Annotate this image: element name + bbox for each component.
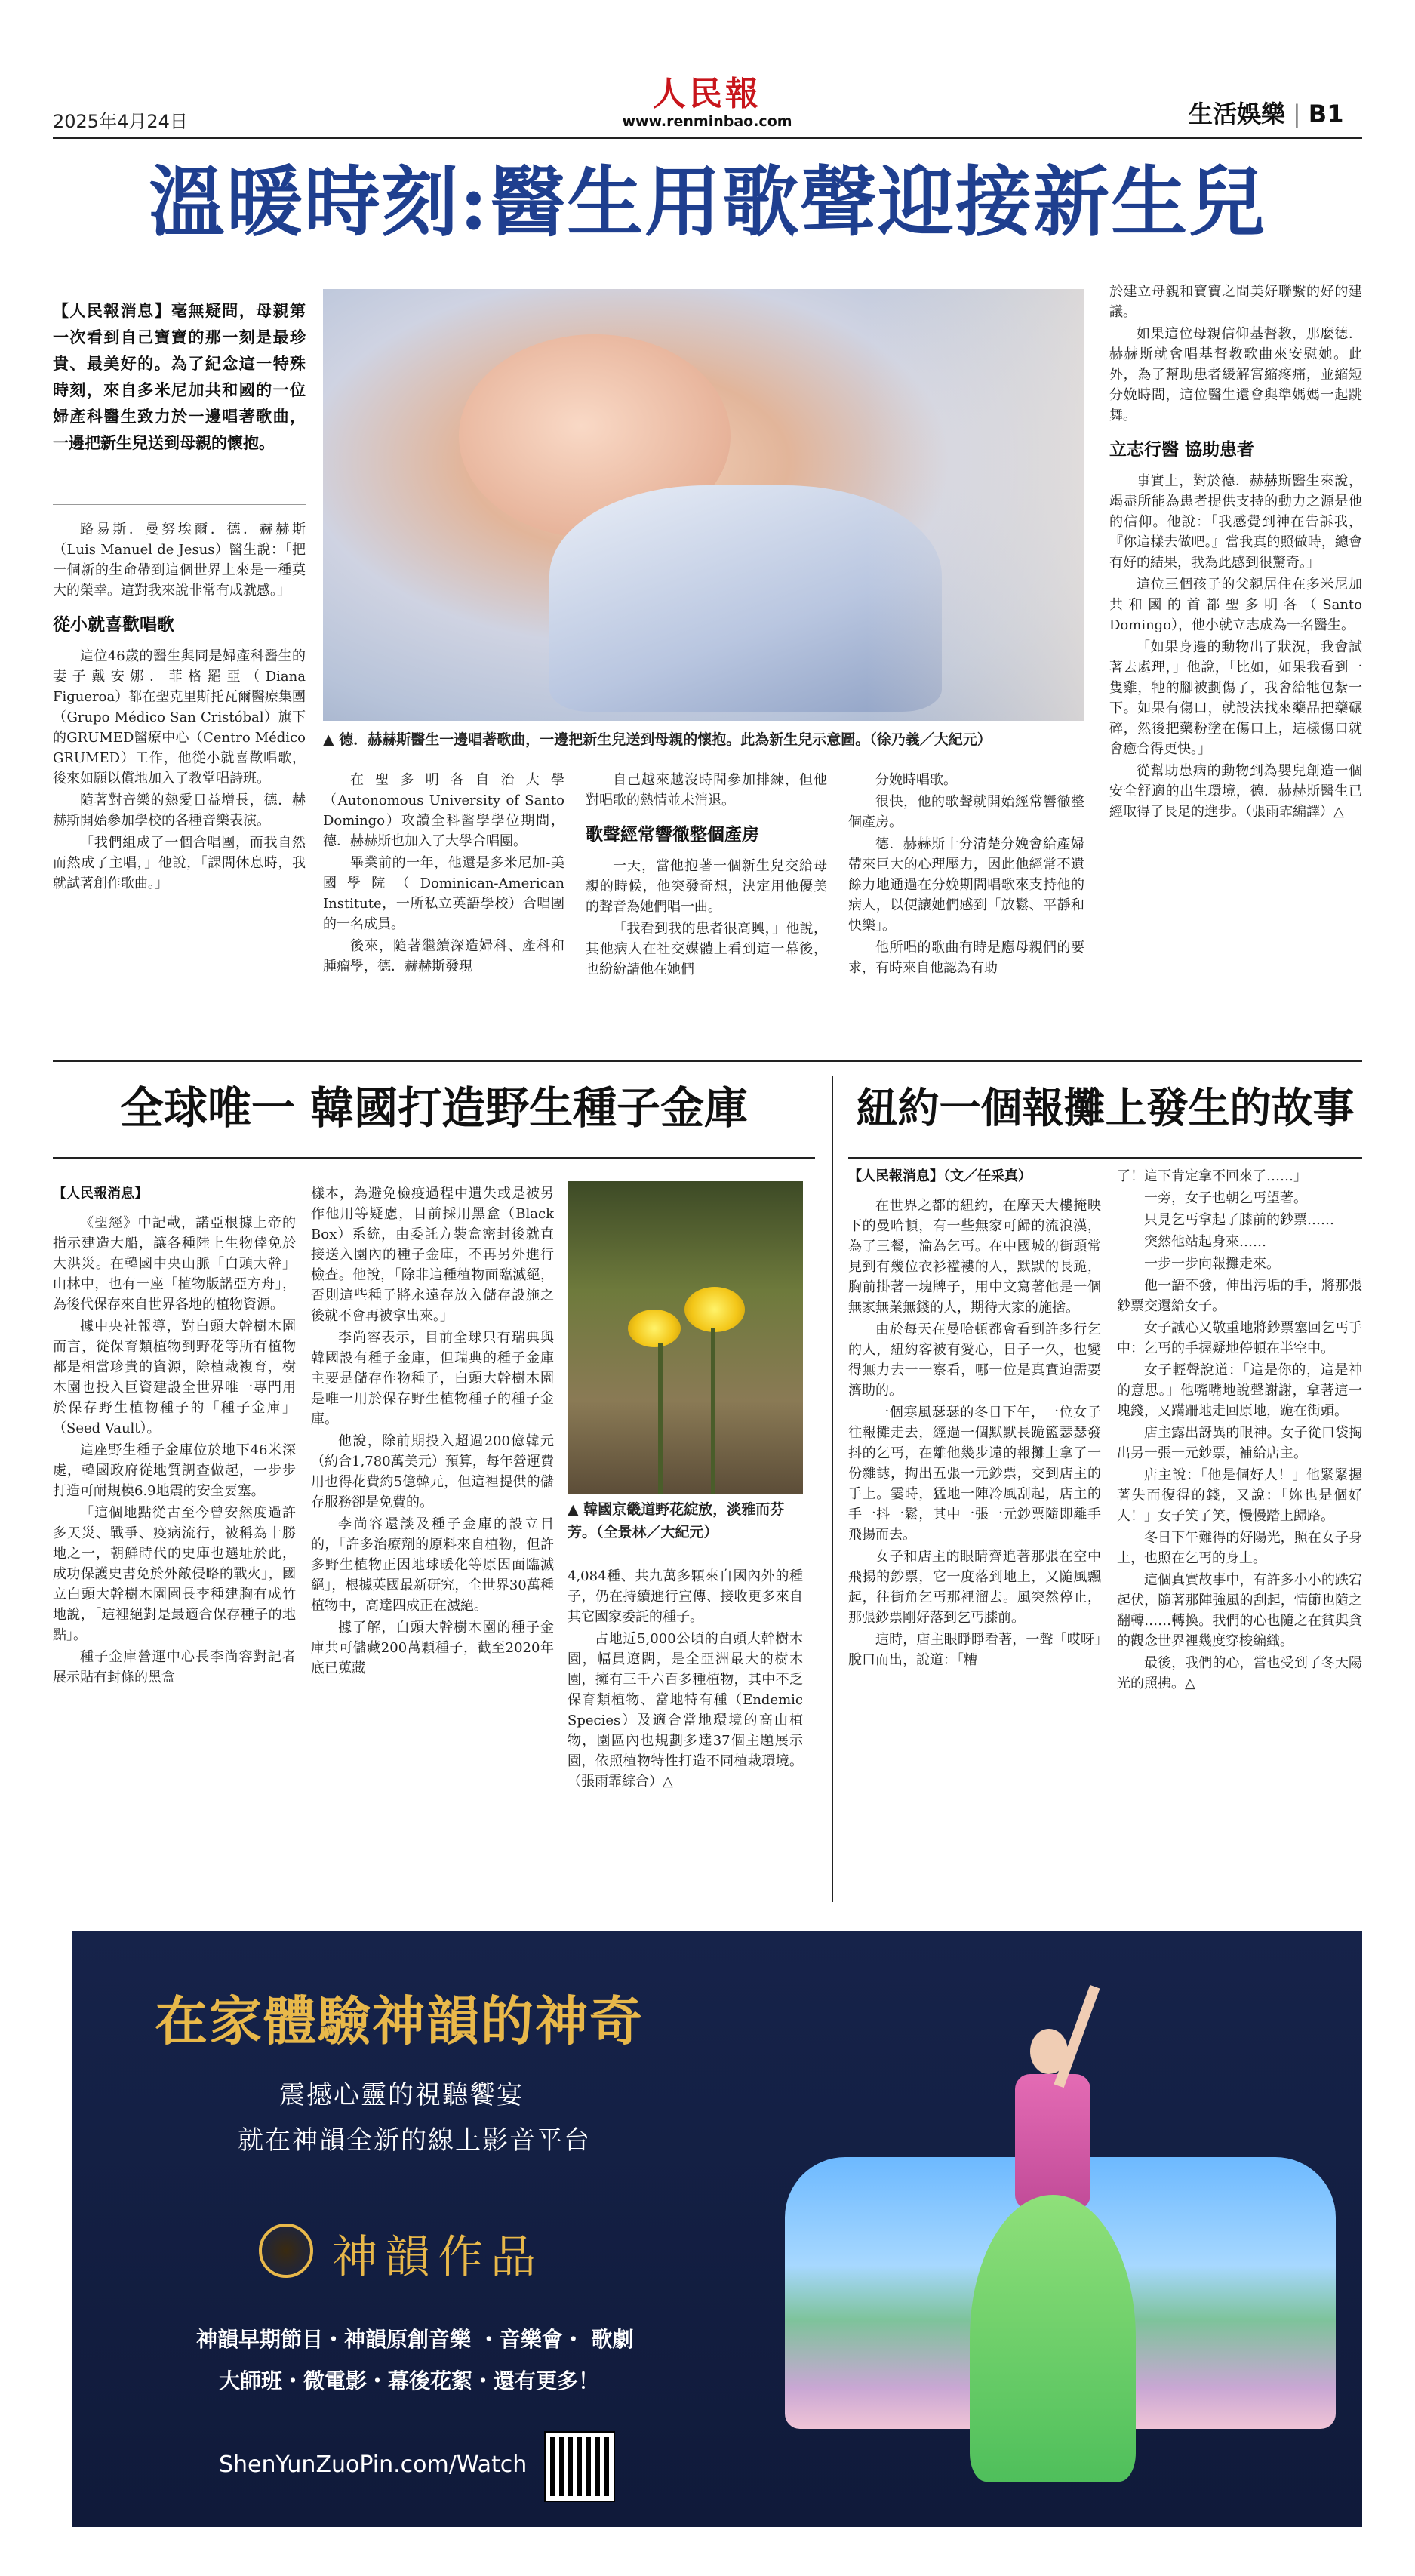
dancer-figure <box>1000 1984 1106 2497</box>
article2-column1 <box>53 1183 296 1893</box>
paragraph: 了！這下肯定拿不回來了……」 <box>1117 1168 1307 1184</box>
logo-url[interactable]: www.renminbao.com <box>622 113 792 130</box>
ad-brand: 神韻作品 <box>332 2231 543 2284</box>
issue-date: 2025年4月24日 <box>53 111 188 132</box>
paragraph: 於建立母親和寶寶之間美好聯繫的好的建議。 <box>1109 284 1362 320</box>
paragraph: 店主露出訝異的眼神。女子從口袋掏出另一張一元鈔票，補給店主。 <box>1117 1425 1362 1461</box>
paragraph: 一個寒風瑟瑟的冬日下午，一位女子往報攤走去，經過一個默默長跪籃瑟瑟發抖的乞丐，在離他幾步遠的報攤上拿了一份雜誌，掏出五張一元鈔票，交到店主的手上。霎時，猛地一陣冷風刮起，店主的手一抖一鬆，其中一張一元鈔票隨即離手飛揚而去。 <box>848 1405 1101 1543</box>
article3-column1 <box>848 1166 1101 1894</box>
paragraph: 事實上，對於德．赫赫斯醫生來說，竭盡所能為患者提供支持的動力之源是他的信仰。他說：「我感覺到神在告訴我，『你這樣去做吧。』當我真的照做時，總會有好的結果，我為此感到很驚奇。」 <box>1109 473 1362 571</box>
ad-url[interactable]: ShenYunZuoPin.com/Watch <box>219 2451 528 2478</box>
paragraph: 畢業前的一年，他還是多米尼加-美國學院（Dominican-American Institute，一所私立英語學校）合唱團的一名成員。 <box>323 855 564 932</box>
paragraph: 女子和店主的眼睛齊追著那張在空中飛揚的鈔票，它一度落到地上，又隨風飄起，往街角乞丐那裡溜去。風突然停止，那張鈔票剛好落到乞丐膝前。 <box>848 1549 1101 1626</box>
section-name: 生活娛樂 <box>1189 100 1286 128</box>
logo <box>613 75 801 130</box>
paragraph: 《聖經》中記載，諾亞根據上帝的指示建造大船，讓各種陸上生物倖免於大洪災。在韓國中央山脈「白頭大幹」山林中，也有一座「植物版諾亞方舟」，為後代保存來自世界各地的植物資源。 <box>53 1215 296 1313</box>
article1-column2 <box>323 770 564 1053</box>
article1-column5 <box>1109 282 1362 1051</box>
column-divider <box>832 1076 833 1902</box>
subheading: 歌聲經常響徹整個產房 <box>586 825 759 845</box>
paragraph: 突然他站起身來…… <box>1144 1234 1266 1250</box>
paragraph: 女子誠心又敬重地將鈔票塞回乞丐手中：乞丐的手握疑地停頓在半空中。 <box>1117 1320 1362 1356</box>
lead-divider <box>53 504 306 505</box>
article1-column1 <box>53 519 306 1051</box>
ad-list1: 神韻早期節目・神韻原創音樂 ・音樂會・ 歌劇 <box>196 2327 634 2352</box>
headline-main: 溫暖時刻:醫生用歌聲迎接新生兒 <box>148 157 1267 247</box>
paragraph: 隨著對音樂的熱愛日益增長，德．赫赫斯開始參加學校的各種音樂表演。 <box>53 792 306 829</box>
masthead-rule <box>53 137 1362 139</box>
paragraph: 「我看到我的患者很高興，」他說，其他病人在社交媒體上看到這一幕後，也紛紛請他在她們 <box>586 921 827 977</box>
section-divider: | <box>1293 100 1301 128</box>
paragraph: 這個真實故事中，有許多小小的跌宕起伏，隨著那陣強風的刮起，情節也隨之翻轉……轉換。我們的心也隨之在貧與貪的觀念世界裡幾度穿梭編織。 <box>1117 1572 1362 1649</box>
paragraph: 他說，除前期投入超過200億韓元（約合1,780萬美元）預算，每年營運費用也得花費約5億韓元，但這裡提供的儲存服務卻是免費的。 <box>311 1433 554 1510</box>
article3-tag: 【人民報消息】（文／任采真） <box>848 1168 1032 1184</box>
paragraph: 這時，店主眼睜睜看著，一聲「哎呀」脫口而出，說道：「糟 <box>848 1632 1101 1668</box>
paragraph: 德．赫赫斯十分清楚分娩會給產婦帶來巨大的心理壓力，因此他經常不遺餘力地通過在分娩期間唱歌來支持他的病人，以便讓她們感到「放鬆、平靜和快樂」。 <box>848 836 1084 934</box>
paragraph: 女子輕聲說道：「這是你的，這是神的意思。」他嘴嘴地說聲謝謝，拿著這一塊錢，又蹣跚地走回原地，跪在街頭。 <box>1117 1362 1362 1419</box>
paragraph: 這位46歲的醫生與同是婦產科醫生的妻子戴安娜．菲格羅亞（Diana Figueroa）都在聖克里斯托瓦爾醫療集團（Grupo Médico San Cristóbal）旗下的GRUMED醫療中心（Centro Médico GRUMED）工作，他從小就喜歡唱歌，後來如願以償地加入了教堂唱詩班。 <box>53 648 306 786</box>
paragraph: 占地近5,000公頃的白頭大幹樹木園，幅員遼闊，是全亞洲最大的樹木園，擁有三千六百多種植物，其中不乏保育類植物、當地特有種（Endemic Species）及適合當地環境的高山植物，園區內也規劃多達37個主題展示園，依照植物特性打造不同植栽環境。（張雨霏綜合）△ <box>568 1631 803 1790</box>
paragraph: 一步一步向報攤走來。 <box>1144 1256 1280 1272</box>
article1-column3 <box>586 770 827 1053</box>
paragraph: 種子金庫營運中心長李尚容對記者展示貼有封條的黑盒 <box>53 1649 296 1685</box>
paragraph: 店主說：「他是個好人！」他緊緊握著失而復得的錢，又說：「妳也是個好人！」女子笑了笑，慢慢踏上歸路。 <box>1117 1467 1362 1524</box>
section-label <box>1189 95 1343 130</box>
article2-column2 <box>311 1183 554 1893</box>
flower-shape <box>628 1310 681 1347</box>
photo-caption-newborn: ▲ 德．赫赫斯醫生一邊唱著歌曲，一邊把新生兒送到母親的懷抱。此為新生兒示意圖。（徐乃義／大紀元） <box>323 731 992 748</box>
photo-caption-wildflower: ▲ 韓國京畿道野花綻放，淡雅而芬芳。（全景林／大紀元） <box>568 1501 785 1540</box>
paragraph: 如果這位母親信仰基督教，那麼德．赫赫斯就會唱基督教歌曲來安慰她。此外，為了幫助患者緩解宮縮疼痛，並縮短分娩時間，這位醫生還會與準媽媽一起跳舞。 <box>1109 326 1362 423</box>
paragraph: 後來，隨著繼續深造婦科、產科和腫瘤學，德．赫赫斯發現 <box>323 938 564 974</box>
paragraph: 據了解，白頭大幹樹木園的種子金庫共可儲藏200萬顆種子，截至2020年底已蒐藏 <box>311 1620 554 1676</box>
article2-rule <box>53 1157 815 1159</box>
paragraph: 「如果身邊的動物出了狀況，我會試著去處理，」他說，「比如，如果我看到一隻雞，牠的腳被劃傷了，我會給牠包紮一下。如果有傷口，就設法找來藥品把藥碾碎，然後把藥粉塗在傷口上，這樣傷口就會癒合得更快。」 <box>1109 639 1362 757</box>
paragraph: 4,084種、共九萬多顆來自國內外的種子，仍在持續進行宣傳、接收更多來自其它國家委託的種子。 <box>568 1568 803 1625</box>
stem-shape <box>711 1328 715 1494</box>
qr-code-icon[interactable] <box>546 2433 614 2501</box>
stem-shape <box>658 1343 663 1494</box>
paragraph: 「我們組成了一個合唱團，而我自然而然成了主唱，」他說，「課間休息時，我就試著創作歌曲。」 <box>53 835 306 891</box>
paragraph: 他一語不發，伸出污垢的手，將那張鈔票交還給女子。 <box>1117 1278 1362 1314</box>
paragraph: 最後，我們的心，當也受到了冬天陽光的照拂。△ <box>1117 1655 1362 1691</box>
article1-column4 <box>848 770 1084 1053</box>
paragraph: 一天，當他抱著一個新生兒交給母親的時候，他突發奇想，決定用他優美的聲音為她們唱一曲。 <box>586 858 827 915</box>
section-rule <box>53 1060 1362 1062</box>
paragraph: 冬日下午難得的好陽光，照在女子身上，也照在乞丐的身上。 <box>1117 1530 1362 1566</box>
newborn-photo <box>323 289 1084 721</box>
paragraph: 從幫助患病的動物到為嬰兒創造一個安全舒適的出生環境，德．赫赫斯醫生已經取得了長足的進步。（張雨霏編譯）△ <box>1109 763 1362 820</box>
paragraph: 這位三個孩子的父親居住在多米尼加共和國的首都聖多明各（Santo Domingo），他小就立志成為一名醫生。 <box>1109 577 1362 633</box>
paragraph: 只見乞丐拿起了膝前的鈔票…… <box>1144 1212 1334 1228</box>
paragraph: 李尚容表示，目前全球只有瑞典與韓國設有種子金庫，但瑞典的種子金庫主要是儲存作物種子，白頭大幹樹木園是唯一用於保存野生植物種子的種子金庫。 <box>311 1330 554 1427</box>
flower-shape <box>684 1287 745 1332</box>
ad-list2: 大師班・微電影・幕後花絮・還有更多！ <box>219 2368 600 2393</box>
background-wall <box>866 289 1084 721</box>
ad-line1: 震撼心靈的視聽饗宴 <box>279 2080 524 2110</box>
page-number: B1 <box>1308 100 1344 128</box>
paragraph: 在聖多明各自治大學（Autonomous University of Santo Domingo）攻讀全科醫學學位期間，德．赫赫斯也加入了大學合唱團。 <box>323 772 564 849</box>
paragraph: 「這個地點從古至今曾安然度過許多天災、戰爭、疫病流行，被稱為十勝地之一，朝鮮時代的史庫也選址於此，成功保護史書免於外敵侵略的戰火」，國立白頭大幹樹木園園長李種建胸有成竹地說，「這裡絕對是最適合保存種子的地點」。 <box>53 1505 296 1643</box>
paragraph: 自己越來越沒時間參加排練，但他對唱歌的熱情並未消退。 <box>586 772 827 808</box>
paragraph: 樣本，為避免檢疫過程中遺失或是被另作他用等疑慮，目前採用黑盒（Black Box）系統，由委託方裝盒密封後就直接送入園內的種子金庫，不再另外進行檢查。他說，「除非這種植物面臨滅絕，否則這些種子將永遠存放入儲存設施之後就不會再被拿出來。」 <box>311 1186 554 1324</box>
paragraph: 一旁，女子也朝乞丐望著。 <box>1144 1190 1307 1206</box>
headline-newsstand: 紐約一個報攤上發生的故事 <box>856 1083 1355 1132</box>
article2-column3 <box>568 1566 803 1894</box>
article2-tag: 【人民報消息】 <box>53 1186 148 1202</box>
shenyun-ad[interactable] <box>72 1931 1362 2527</box>
paragraph: 李尚容還談及種子金庫的設立目的，「許多治療劑的原料來自植物，但許多野生植物正因地球暖化等原因面臨滅絕」，根據英國最新研究，全世界30萬種植物中，高達四成正在滅絕。 <box>311 1516 554 1614</box>
article3-column2 <box>1117 1166 1362 1894</box>
paragraph: 路易斯．曼努埃爾．德．赫赫斯（Luis Manuel de Jesus）醫生說：「把一個新的生命帶到這個世界上來是一種莫大的榮幸。這對我來說非常有成就感。」 <box>53 522 306 599</box>
paragraph: 由於每天在曼哈頓都會看到許多行乞的人，紐約客被有愛心，日子一久，也變得無力去一一察看，哪一位是真實迫需要濟助的。 <box>848 1322 1101 1399</box>
paragraph: 分娩時唱歌。 <box>875 772 957 788</box>
subheading: 立志行醫 協助患者 <box>1109 440 1255 460</box>
lead-paragraph: 【人民報消息】毫無疑問，母親第一次看到自己寶寶的那一刻是最珍貴、最美好的。為了紀念這一特殊時刻，來自多米尼加共和國的一位婦產科醫生致力於一邊唱著歌曲，一邊把新生兒送到母親的懷抱。 <box>53 302 306 452</box>
article3-rule <box>848 1157 1362 1159</box>
ad-line2: 就在神韻全新的線上影音平台 <box>238 2125 591 2156</box>
paragraph: 在世界之都的紐約，在摩天大樓掩映下的曼哈頓，有一些無家可歸的流浪漢，為了三餐，淪為乞丐。在中國城的街頭常見到有幾位衣衫襤褸的人，默默的長跪，胸前掛著一塊牌子，用中文寫著他是一個無家無業無錢的人，期待大家的施捨。 <box>848 1198 1101 1316</box>
wildflower-photo <box>568 1181 803 1494</box>
logo-text: 人民報 <box>653 75 761 113</box>
paragraph: 這座野生種子金庫位於地下46米深處，韓國政府從地質調查做起，一步步打造可耐規模6.9地震的安全要塞。 <box>53 1442 296 1499</box>
paragraph: 據中央社報導，對白頭大幹樹木園而言，從保育類植物到野花等所有植物都是相當珍貴的資源，除植栽複育，樹木園也投入巨資建設全世界唯一專門用於保存野生植物種子的「種子金庫」（Seed Vault）。 <box>53 1319 296 1436</box>
shenyun-emblem-icon <box>259 2224 313 2278</box>
subheading: 從小就喜歡唱歌 <box>53 615 174 635</box>
paragraph: 他所唱的歌曲有時是應母親們的要求，有時來自他認為有助 <box>848 940 1084 976</box>
ad-title: 在家體驗神韻的神奇 <box>155 1990 644 2052</box>
dancer-top-shape <box>1015 2074 1090 2210</box>
paragraph: 很快，他的歌聲就開始經常響徹整個產房。 <box>848 794 1084 830</box>
headline-seed-vault: 全球唯一 韓國打造野生種子金庫 <box>119 1082 749 1134</box>
dancer-skirt-shape <box>970 2195 1136 2482</box>
